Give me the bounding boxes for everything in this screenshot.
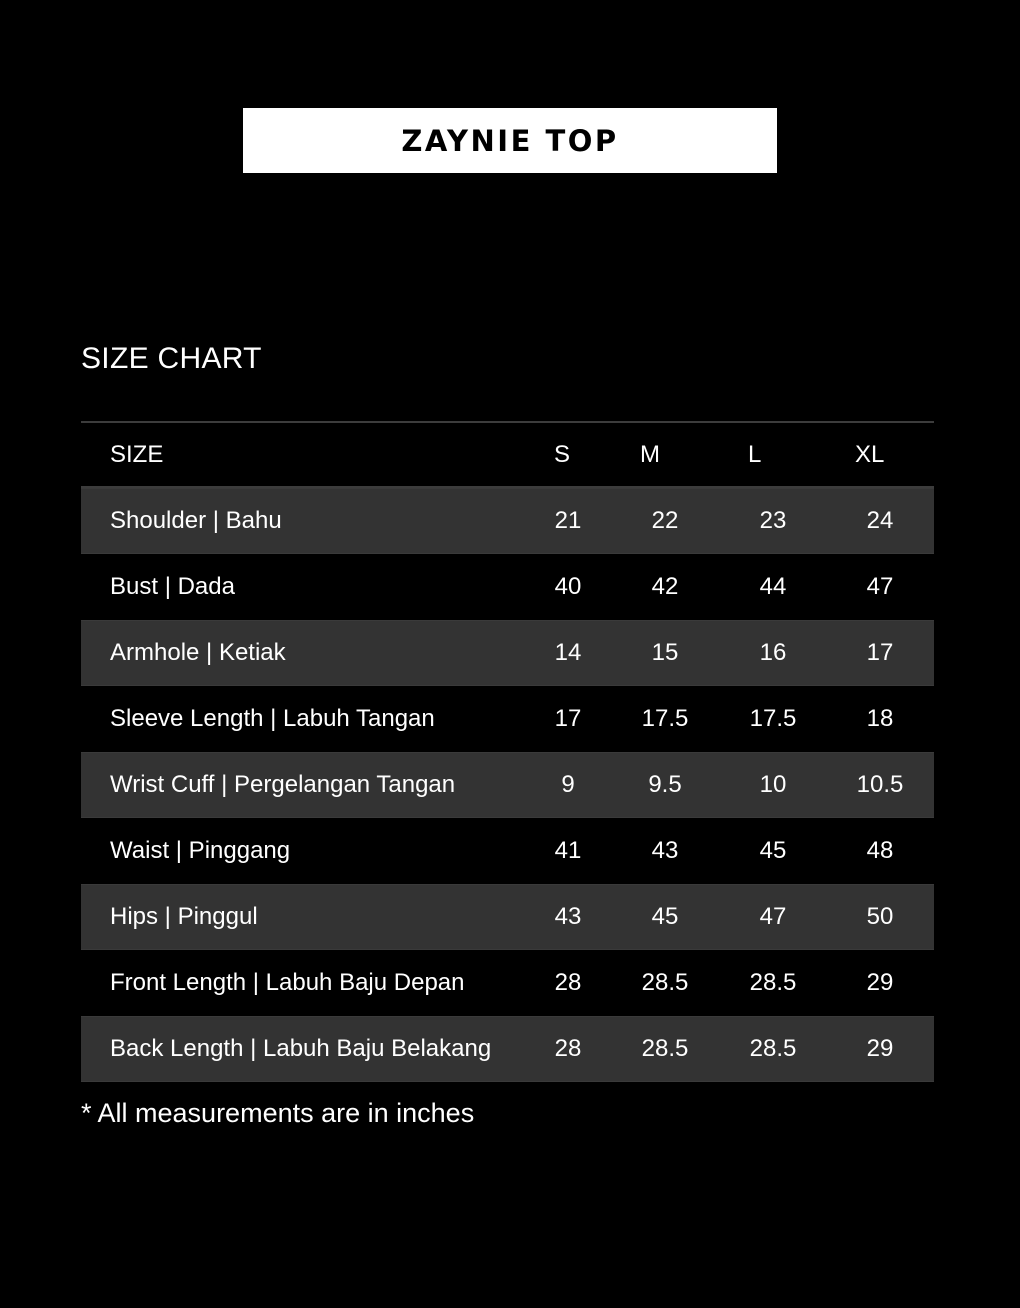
row-label: Waist | Pinggang bbox=[110, 837, 291, 864]
cell-s: 14 bbox=[554, 639, 582, 666]
header-size-l: L bbox=[748, 440, 762, 468]
cell-xl: 47 bbox=[866, 573, 894, 600]
row-label: Sleeve Length | Labuh Tangan bbox=[110, 705, 435, 732]
cell-xl: 24 bbox=[866, 507, 894, 534]
table-row-waist bbox=[81, 818, 934, 884]
measurement-footnote: * All measurements are in inches bbox=[81, 1098, 475, 1128]
cell-m: 9.5 bbox=[648, 771, 682, 798]
size-chart-table bbox=[81, 421, 934, 1082]
cell-l: 44 bbox=[759, 573, 787, 600]
cell-s: 21 bbox=[554, 507, 582, 534]
row-label: Bust | Dada bbox=[110, 573, 235, 600]
cell-l: 45 bbox=[759, 837, 787, 864]
cell-xl: 17 bbox=[866, 639, 894, 666]
cell-l: 47 bbox=[759, 903, 787, 930]
table-row-wrist-cuff bbox=[81, 752, 934, 818]
table-row-bust bbox=[81, 554, 934, 620]
cell-l: 16 bbox=[759, 639, 787, 666]
cell-l: 28.5 bbox=[749, 969, 797, 996]
cell-l: 10 bbox=[759, 771, 787, 798]
cell-l: 23 bbox=[759, 507, 787, 534]
header-size-s: S bbox=[554, 440, 571, 468]
cell-m: 42 bbox=[651, 573, 679, 600]
cell-l: 28.5 bbox=[749, 1035, 797, 1062]
table-row-shoulder bbox=[81, 488, 934, 554]
table-row-back-length bbox=[81, 1016, 934, 1082]
cell-s: 28 bbox=[554, 969, 582, 996]
cell-m: 17.5 bbox=[641, 705, 689, 732]
row-label: Armhole | Ketiak bbox=[110, 639, 286, 666]
cell-m: 15 bbox=[651, 639, 679, 666]
cell-xl: 29 bbox=[866, 1035, 894, 1062]
cell-xl: 10.5 bbox=[856, 771, 904, 798]
row-label: Shoulder | Bahu bbox=[110, 507, 282, 534]
row-label: Back Length | Labuh Baju Belakang bbox=[110, 1035, 492, 1062]
cell-m: 28.5 bbox=[641, 1035, 689, 1062]
cell-xl: 29 bbox=[866, 969, 894, 996]
cell-xl: 48 bbox=[866, 837, 894, 864]
cell-l: 17.5 bbox=[749, 705, 797, 732]
cell-m: 28.5 bbox=[641, 969, 689, 996]
cell-m: 45 bbox=[651, 903, 679, 930]
cell-s: 41 bbox=[554, 837, 582, 864]
cell-m: 43 bbox=[651, 837, 679, 864]
cell-s: 9 bbox=[561, 771, 575, 798]
table-header-row bbox=[81, 423, 934, 488]
product-title-box bbox=[243, 108, 777, 173]
header-size-label: SIZE bbox=[110, 440, 164, 468]
header-size-m: M bbox=[640, 440, 660, 468]
table-row-hips bbox=[81, 884, 934, 950]
cell-xl: 18 bbox=[866, 705, 894, 732]
table-row-armhole bbox=[81, 620, 934, 686]
cell-s: 28 bbox=[554, 1035, 582, 1062]
cell-s: 43 bbox=[554, 903, 582, 930]
row-label: Front Length | Labuh Baju Depan bbox=[110, 969, 465, 996]
header-size-xl: XL bbox=[855, 440, 885, 468]
product-title: ZAYNIE TOP bbox=[401, 123, 619, 158]
table-row-front-length bbox=[81, 950, 934, 1016]
size-chart-heading: SIZE CHART bbox=[81, 342, 262, 375]
row-label: Hips | Pinggul bbox=[110, 903, 258, 930]
row-label: Wrist Cuff | Pergelangan Tangan bbox=[110, 771, 456, 798]
table-row-sleeve-length bbox=[81, 686, 934, 752]
cell-s: 17 bbox=[554, 705, 582, 732]
cell-s: 40 bbox=[554, 573, 582, 600]
cell-m: 22 bbox=[651, 507, 679, 534]
cell-xl: 50 bbox=[866, 903, 894, 930]
